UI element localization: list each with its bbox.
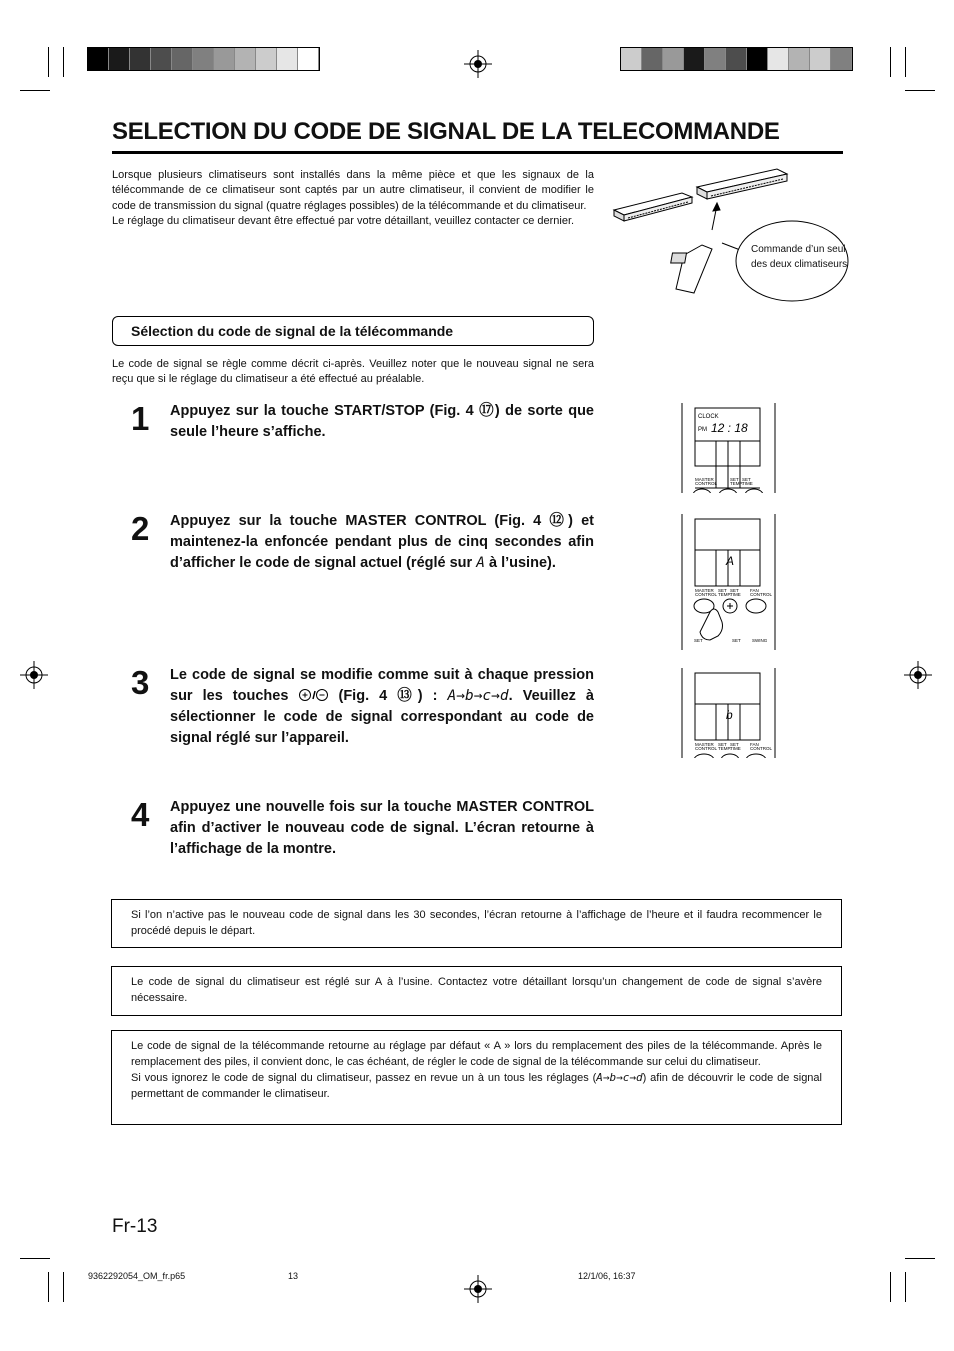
remote-display-code-b <box>680 668 780 758</box>
set-temp-label: SET <box>718 588 727 593</box>
crop-mark <box>890 47 891 77</box>
remote-display-code-a <box>680 514 780 650</box>
color-swatch <box>789 48 810 70</box>
set-time-label: TIME <box>730 746 741 751</box>
note-box-batteries <box>111 1030 842 1125</box>
section-heading: Sélection du code de signal de la télécommande <box>131 323 454 339</box>
step-number: 3 <box>131 664 150 701</box>
section-heading-box <box>112 316 594 346</box>
color-swatch <box>109 48 130 70</box>
color-swatch <box>256 48 277 70</box>
step-3-mid: (Fig. 4 ⑬) : <box>338 688 438 704</box>
color-swatch <box>810 48 831 70</box>
segment-code-a: A <box>476 555 485 571</box>
note-3-line-2 <box>131 1070 822 1102</box>
crop-mark <box>63 47 64 77</box>
color-swatch <box>705 48 726 70</box>
set-time-label: TIME <box>730 592 741 597</box>
color-swatch <box>214 48 235 70</box>
step-3-post: . Veuillez à sélectionner le code de signal correspondant au code de signal réglé sur l’appareil. <box>170 688 594 746</box>
color-swatch <box>151 48 172 70</box>
set-time-label: SET <box>730 742 739 747</box>
step-2-main: Appuyez sur la touche MASTER CONTROL (Fig. 4 ⑫) et maintenez-la enfoncée pendant plus de cinq secondes afin d’afficher le code de signal actuel (réglé sur <box>170 513 594 571</box>
crop-mark <box>905 47 906 77</box>
crop-mark <box>890 1272 891 1302</box>
crop-mark <box>48 1272 49 1302</box>
air-conditioner-illustration <box>612 165 852 305</box>
crop-mark <box>905 1272 906 1302</box>
code-b-readout: b <box>726 708 733 722</box>
master-label: MASTER <box>695 588 714 593</box>
step-2-text <box>170 511 594 574</box>
intro-text-2: Le réglage du climatiseur devant être effectué par votre détaillant, veuillez contacter ce dernier. <box>112 215 575 228</box>
clock-label: CLOCK <box>698 414 719 420</box>
set-time-label: SET <box>730 588 739 593</box>
step-number: 2 <box>131 510 150 547</box>
fan-label: CONTROL <box>750 592 773 597</box>
time-readout: 12 : 18 <box>711 421 748 435</box>
color-swatch <box>130 48 151 70</box>
crop-mark <box>20 1258 50 1259</box>
master-label: CONTROL <box>695 746 718 751</box>
step-1-text: Appuyez sur la touche START/STOP (Fig. 4 ⑰) de sorte que seule l’heure s’affiche. <box>170 403 594 440</box>
crop-mark <box>48 47 49 77</box>
set-temp-label: SET <box>718 742 727 747</box>
set-label: SET <box>694 638 703 643</box>
set-time-label: SET <box>742 477 751 482</box>
color-bar-right <box>620 47 853 71</box>
color-swatch <box>235 48 256 70</box>
master-label: MASTER <box>695 477 714 482</box>
color-swatch <box>621 48 642 70</box>
footer-page-num: 13 <box>288 1271 299 1281</box>
note-3-post: ) afin de découvrir le code de signal permettant de commander le climatiseur. <box>131 1072 822 1100</box>
color-swatch <box>277 48 298 70</box>
set-label: SET <box>732 638 741 643</box>
color-swatch <box>831 48 852 70</box>
code-a-readout: A <box>726 554 735 568</box>
set-temp-label: TEMP. <box>730 481 744 486</box>
registration-mark-top <box>464 50 492 78</box>
fan-label: FAN <box>750 588 759 593</box>
step-number: 1 <box>131 400 150 437</box>
footer-date: 12/1/06, 16:37 <box>578 1271 636 1281</box>
crop-mark <box>905 90 935 91</box>
set-temp-label: TEMP. <box>718 746 732 751</box>
segment-sequence: A→b→c→d <box>447 688 509 704</box>
color-swatch <box>663 48 684 70</box>
color-swatch <box>298 48 319 70</box>
color-swatch <box>726 48 747 70</box>
page-title: SELECTION DU CODE DE SIGNAL DE LA TELECOMMANDE <box>112 118 780 145</box>
step-number: 4 <box>131 796 150 833</box>
remote-display-clock <box>680 403 780 493</box>
color-swatch <box>747 48 768 70</box>
master-label: MASTER <box>695 742 714 747</box>
intro-paragraph <box>112 168 594 230</box>
swing-label: SWING <box>752 638 768 643</box>
step-4-text: Appuyez une nouvelle fois sur la touche MASTER CONTROL afin d’activer le nouveau code de signal. L’écran retourne à l’affichage de la montre. <box>170 799 594 857</box>
fan-label: CONTROL <box>750 746 773 751</box>
segment-sequence: A→b→c→d <box>596 1071 643 1084</box>
set-time-label: TIME <box>742 481 753 486</box>
title-rule <box>112 151 843 154</box>
master-label: CONTROL <box>695 481 718 486</box>
step-3-pre: Le code de signal se modifie comme suit à chaque pression sur les touches <box>170 667 594 704</box>
step-3-text <box>170 665 594 749</box>
fan-label: FAN <box>750 742 759 747</box>
page-number: Fr-13 <box>112 1216 158 1237</box>
registration-mark-left <box>20 661 48 689</box>
note-3-text: Le code de signal de la télécommande retourne au réglage par défaut « A » lors du remplacement des piles de la télécommande. Après le remplacement des piles, il convient donc, le cas échéant, de régler le code de signal de la télécommande sur celui du climatiseur. <box>131 1040 822 1068</box>
color-swatch <box>193 48 214 70</box>
crop-mark <box>63 1272 64 1302</box>
crop-mark <box>905 1258 935 1259</box>
crop-mark <box>20 90 50 91</box>
pm-label: PM <box>698 427 707 433</box>
color-swatch <box>88 48 109 70</box>
color-swatch <box>768 48 789 70</box>
section-text: Le code de signal se règle comme décrit ci-après. Veuillez noter que le nouveau signal ne sera reçu que si le réglage du climatiseur a été effectué au préalable. <box>112 358 594 386</box>
note-box: Si l’on n’active pas le nouveau code de signal dans les 30 secondes, l’écran retourne à l’affichage de l’heure et il faudra recommencer le procédé depuis le départ. <box>111 899 842 948</box>
note-3-pre: Si vous ignorez le code de signal du climatiseur, passez en revue un à un tous les réglages ( <box>131 1072 597 1084</box>
color-swatch <box>172 48 193 70</box>
speech-bubble-text: Commande d’un seul des deux climatiseurs <box>751 244 848 270</box>
set-temp-label: SET <box>730 477 739 482</box>
registration-mark-bottom <box>464 1275 492 1303</box>
plus-minus-icon <box>298 688 328 702</box>
registration-mark-right <box>904 661 932 689</box>
step-2-tail: à l’usine). <box>488 555 556 571</box>
color-swatch <box>684 48 705 70</box>
note-box: Le code de signal du climatiseur est réglé sur A à l’usine. Contactez votre détaillant lorsqu’un changement de code de signal s’avère nécessaire. <box>111 966 842 1016</box>
color-swatch <box>642 48 663 70</box>
master-label: CONTROL <box>695 592 718 597</box>
color-bar-left <box>87 47 320 71</box>
intro-text-1: Lorsque plusieurs climatiseurs sont installés dans la même pièce et que les signaux de la télécommande de ce climatiseur sont captés par un autre climatiseur, il convient de modifier le code de transmission du signal (quatre réglages possibles) de la télécommande et du climatiseur. <box>112 169 594 212</box>
set-temp-label: TEMP. <box>718 592 732 597</box>
footer-file: 9362292054_OM_fr.p65 <box>88 1271 186 1281</box>
